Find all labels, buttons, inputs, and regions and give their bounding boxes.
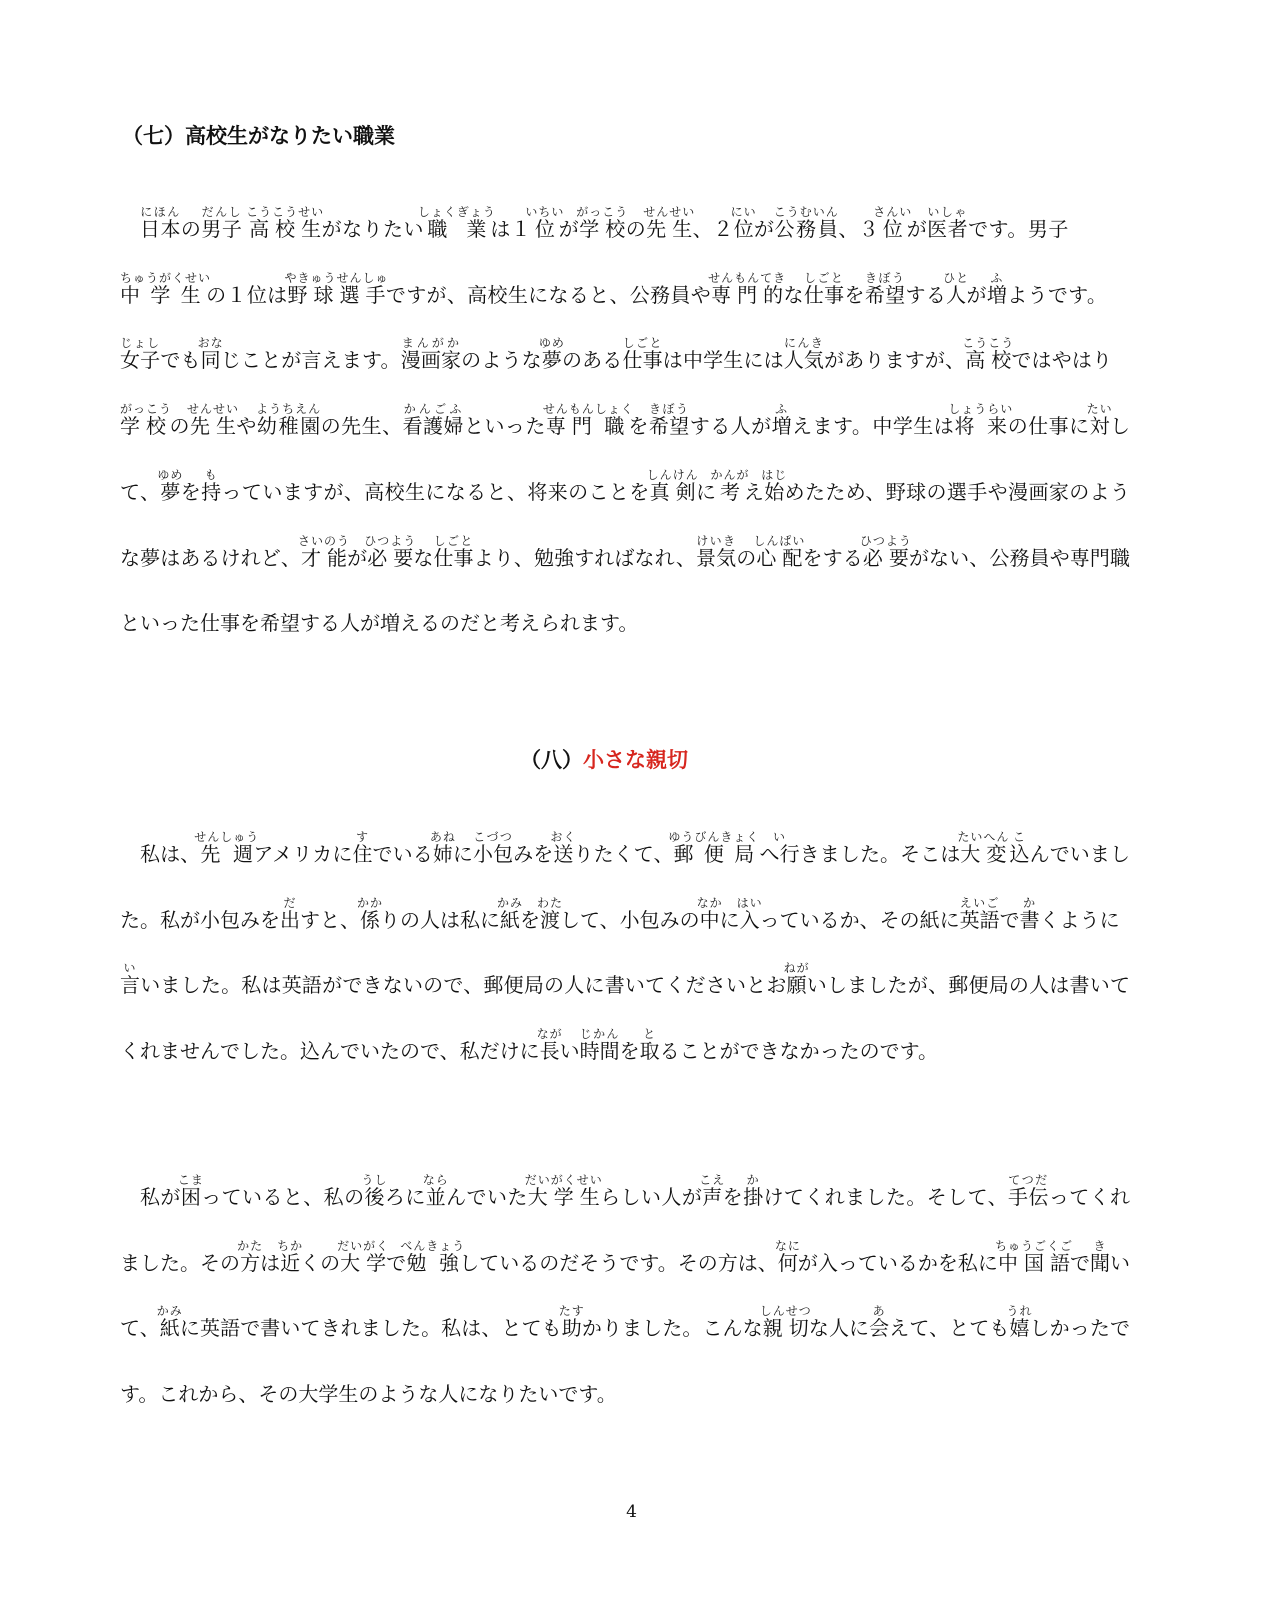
ruby-word: 幼稚園ようちえん bbox=[256, 402, 322, 439]
text-run: りたくて、 bbox=[573, 842, 674, 866]
ruby-word: 医者いしゃ bbox=[927, 205, 969, 241]
furigana: てつだ bbox=[1007, 1173, 1049, 1187]
furigana: えいご bbox=[959, 895, 1000, 910]
furigana: き bbox=[1089, 1238, 1110, 1253]
ruby-word: 位いちい bbox=[525, 205, 565, 241]
text-run: が bbox=[558, 217, 580, 241]
ruby-word: 増ふ bbox=[986, 270, 1008, 307]
furigana: なら bbox=[422, 1173, 449, 1187]
ruby-word: 夢ゆめ bbox=[538, 336, 565, 373]
furigana: しょくぎょう bbox=[417, 205, 496, 219]
ruby-word: 会あ bbox=[869, 1304, 890, 1341]
furigana: おく bbox=[550, 830, 577, 844]
text-run: えて、とても bbox=[889, 1316, 1010, 1341]
text-run: でも bbox=[160, 348, 201, 373]
furigana: いしゃ bbox=[927, 205, 968, 219]
ruby-word: 大変たいへん bbox=[957, 830, 1010, 866]
text-run: をする bbox=[802, 545, 863, 570]
text-run: に英語で書いてきれました。私は、とても bbox=[179, 1316, 562, 1341]
ruby-word: 必要ひつよう bbox=[859, 533, 912, 570]
text-run: りの人は私に bbox=[380, 907, 500, 932]
furigana: かか bbox=[357, 895, 384, 910]
text-run: は中学生には bbox=[662, 348, 784, 373]
ruby-word: 取と bbox=[639, 1027, 660, 1064]
text-run: な人に bbox=[808, 1316, 870, 1341]
text-run: いました。私は英語ができないので、郵便局の人に書いてくださいとお bbox=[140, 973, 787, 998]
ruby-word: 渡わた bbox=[537, 895, 564, 932]
ruby-word: 持も bbox=[201, 467, 222, 504]
furigana: ゆめ bbox=[157, 467, 184, 482]
furigana: たいへん bbox=[957, 830, 1010, 844]
ruby-word: 並なら bbox=[422, 1173, 449, 1209]
text-run: な bbox=[413, 545, 434, 570]
furigana: にんき bbox=[783, 336, 824, 351]
section-8-title bbox=[520, 744, 688, 774]
furigana: あ bbox=[869, 1304, 890, 1319]
ruby-word: 希望きぼう bbox=[864, 270, 906, 307]
ruby-word: 大学だいがく bbox=[337, 1238, 390, 1275]
furigana: にい bbox=[730, 205, 757, 219]
ruby-word: 後うし bbox=[361, 1173, 388, 1209]
text-run: が bbox=[753, 217, 775, 241]
ruby-word: 長なが bbox=[536, 1027, 563, 1064]
text-run: 、２ bbox=[692, 217, 734, 241]
ruby-word: 仕事しごと bbox=[803, 270, 845, 307]
text-run: して、小包みの bbox=[560, 907, 700, 932]
ruby-word: 入はい bbox=[736, 895, 763, 932]
furigana: しごと bbox=[622, 336, 663, 351]
furigana: せんもん bbox=[708, 270, 761, 285]
furigana: べんきょう bbox=[400, 1238, 466, 1253]
furigana: せんしゅ bbox=[336, 270, 389, 285]
ruby-word: 紙かみ bbox=[497, 895, 524, 932]
text-run: な bbox=[783, 282, 804, 307]
ruby-word: 専門せんもん bbox=[542, 402, 595, 439]
furigana: す bbox=[352, 830, 373, 844]
furigana: かた bbox=[237, 1238, 264, 1253]
furigana: ちか bbox=[277, 1238, 304, 1253]
section-8-title-main: 小さな親切 bbox=[583, 748, 688, 772]
ruby-word: 高校こうこう bbox=[962, 336, 1015, 373]
ruby-word: 希望きぼう bbox=[648, 402, 690, 439]
ruby-word: 聞き bbox=[1089, 1238, 1110, 1275]
ruby-word: 看護婦かんごふ bbox=[402, 402, 464, 439]
section-8-title-prefix: （八） bbox=[520, 748, 583, 772]
furigana: うし bbox=[361, 1173, 388, 1187]
text-run: を bbox=[722, 1185, 744, 1209]
text-run: 私は、 bbox=[140, 842, 201, 866]
text-run: に bbox=[695, 479, 717, 504]
ruby-word: 大学生だいがくせい bbox=[524, 1173, 603, 1209]
text-run: くの bbox=[300, 1250, 341, 1275]
furigana: たす bbox=[558, 1304, 585, 1319]
furigana: うれ bbox=[1006, 1304, 1033, 1319]
furigana: きぼう bbox=[648, 402, 690, 417]
ruby-word: 先週せんしゅう bbox=[194, 830, 260, 866]
text-run: けてくれました。そして、 bbox=[763, 1185, 1008, 1209]
furigana: なが bbox=[536, 1027, 563, 1042]
furigana: かみ bbox=[497, 895, 524, 910]
text-run: え bbox=[743, 479, 765, 504]
text-run: のような bbox=[461, 348, 542, 373]
ruby-word: 言い bbox=[120, 961, 141, 998]
furigana: しごと bbox=[433, 533, 474, 548]
text-run: は bbox=[260, 1250, 281, 1275]
text-run: が入っているかを私に bbox=[797, 1250, 998, 1275]
ruby-word: 学校がっこう bbox=[576, 205, 629, 241]
ruby-word: 始はじ bbox=[761, 467, 788, 504]
furigana: だんし bbox=[201, 205, 242, 219]
furigana: がっこう bbox=[576, 205, 629, 219]
furigana: せんしゅう bbox=[194, 830, 260, 844]
ruby-word: 男子だんし bbox=[201, 205, 243, 241]
ruby-word: 職業しょくぎょう bbox=[417, 205, 496, 241]
text-run: っていますが、高校生になると、将来のことを bbox=[221, 479, 650, 504]
ruby-word: 先生せんせい bbox=[186, 402, 239, 439]
text-run: の bbox=[169, 414, 190, 439]
furigana: ようちえん bbox=[256, 402, 322, 417]
ruby-word: 勉強べんきょう bbox=[400, 1238, 466, 1275]
furigana: あね bbox=[429, 830, 456, 844]
ruby-word: 込こ bbox=[1009, 830, 1030, 866]
ruby-word: 中学生ちゅうがくせい bbox=[120, 270, 212, 307]
text-run: で bbox=[999, 907, 1020, 932]
furigana: ゆめ bbox=[538, 336, 565, 351]
furigana: なか bbox=[696, 895, 723, 910]
furigana: こ bbox=[1009, 830, 1030, 844]
furigana: だ bbox=[280, 895, 300, 910]
text-run: する bbox=[905, 282, 947, 307]
text-run: です。男子 bbox=[968, 217, 1069, 241]
text-run: アメリカに bbox=[253, 842, 353, 866]
ruby-word: 方かた bbox=[237, 1238, 264, 1275]
furigana: い bbox=[120, 961, 141, 976]
ruby-word: 小包こづつ bbox=[473, 830, 514, 866]
ruby-word: 時間じかん bbox=[579, 1027, 620, 1064]
text-run: すと、 bbox=[300, 907, 360, 932]
ruby-word: 学校がっこう bbox=[120, 402, 173, 439]
furigana: か bbox=[743, 1173, 764, 1187]
ruby-word: 郵便局ゆうびんきょく bbox=[668, 830, 760, 866]
ruby-word: 真剣しんけん bbox=[646, 467, 699, 504]
furigana: けいき bbox=[696, 533, 737, 548]
text-run: 、３ bbox=[837, 217, 880, 241]
furigana: せんせい bbox=[643, 205, 696, 219]
text-run: みを bbox=[513, 842, 554, 866]
text-run: で bbox=[1069, 1250, 1090, 1275]
furigana: ひつよう bbox=[364, 533, 417, 548]
ruby-word: 将来しょうらい bbox=[948, 402, 1014, 439]
ruby-word: 姉あね bbox=[429, 830, 456, 866]
text-run: といった bbox=[463, 414, 546, 439]
ruby-word: 増ふ bbox=[771, 402, 793, 439]
furigana: い bbox=[759, 830, 800, 844]
furigana: はい bbox=[736, 895, 763, 910]
ruby-word: 女子じょし bbox=[120, 336, 161, 373]
ruby-word: 中国語ちゅうごくご bbox=[994, 1238, 1073, 1275]
furigana: まんがか bbox=[400, 336, 461, 351]
text-run: の bbox=[625, 217, 647, 241]
ruby-word: 高校生こうこうせい bbox=[246, 205, 325, 241]
text-run: でいる bbox=[372, 842, 433, 866]
ruby-word: 景気けいき bbox=[696, 533, 737, 570]
text-run: や bbox=[235, 414, 257, 439]
furigana: てき bbox=[760, 270, 787, 285]
text-run: ではやはり bbox=[1011, 348, 1113, 373]
ruby-word: 野球やきゅう bbox=[284, 270, 337, 307]
text-run: えます。中学生は bbox=[792, 414, 955, 439]
ruby-word: 的てき bbox=[760, 270, 787, 307]
ruby-word: 対たい bbox=[1086, 402, 1113, 439]
ruby-word: 願ねが bbox=[783, 961, 810, 998]
ruby-word: 書か bbox=[1019, 895, 1040, 932]
furigana: せんもん bbox=[542, 402, 595, 417]
text-run: ってくれました。その bbox=[120, 1185, 1131, 1275]
ruby-word: 送おく bbox=[550, 830, 577, 866]
furigana: たい bbox=[1086, 402, 1113, 417]
text-run: ようです。 bbox=[1007, 282, 1107, 307]
text-run: いて、 bbox=[120, 1250, 1130, 1341]
text-run: ることができなかったのです。 bbox=[659, 1039, 939, 1064]
ruby-word: 漫画家まんがか bbox=[400, 336, 462, 373]
ruby-word: 紙かみ bbox=[156, 1304, 183, 1341]
furigana: だいがくせい bbox=[524, 1173, 603, 1187]
furigana: かんごふ bbox=[402, 402, 464, 417]
furigana: ふ bbox=[771, 402, 792, 417]
text-run: っていると、私の bbox=[200, 1185, 365, 1209]
ruby-word: 声こえ bbox=[699, 1173, 726, 1209]
furigana: こうむいん bbox=[773, 205, 839, 219]
ruby-word: 選手せんしゅ bbox=[336, 270, 389, 307]
text-run: んでいました。私が小包みを bbox=[120, 842, 1130, 932]
ruby-word: 職しょく bbox=[594, 402, 634, 439]
section-7-title: （七）高校生がなりたい職業 bbox=[122, 124, 395, 148]
ruby-word: 仕事しごと bbox=[622, 336, 663, 373]
text-run: を bbox=[619, 1039, 640, 1064]
furigana: ちゅうごくご bbox=[994, 1238, 1073, 1253]
ruby-word: 人気にんき bbox=[783, 336, 825, 373]
furigana: かみ bbox=[156, 1304, 183, 1319]
ruby-word: 同おな bbox=[197, 336, 224, 373]
furigana: じょし bbox=[120, 336, 161, 351]
text-run: がない、公務員や専門職といった仕事を希望する人が増えるのだと考えられます。 bbox=[120, 545, 1131, 636]
ruby-word: 係かか bbox=[357, 895, 384, 932]
text-run: に bbox=[452, 842, 474, 866]
text-run: らしい人が bbox=[599, 1185, 703, 1209]
ruby-word: 日本にほん bbox=[140, 205, 181, 241]
furigana: ちゅうがくせい bbox=[120, 270, 212, 285]
ruby-word: 心配しんぱい bbox=[753, 533, 806, 570]
ruby-word: 助たす bbox=[558, 1304, 585, 1341]
furigana: こづつ bbox=[473, 830, 514, 844]
text-run: の仕事に bbox=[1007, 414, 1090, 439]
page-number: 4 bbox=[626, 1502, 637, 1522]
furigana: と bbox=[639, 1027, 660, 1042]
text-run: かりました。こんな bbox=[581, 1316, 763, 1341]
furigana: じかん bbox=[579, 1027, 620, 1042]
ruby-word: 出だ bbox=[280, 895, 300, 932]
text-run: っているか、その紙に bbox=[759, 907, 960, 932]
ruby-word: 英語えいご bbox=[959, 895, 1000, 932]
text-run: い bbox=[559, 1039, 580, 1064]
furigana: さんい bbox=[873, 205, 913, 219]
text-run: くように bbox=[1039, 907, 1120, 932]
furigana: しょく bbox=[594, 402, 634, 417]
furigana: ひと bbox=[943, 270, 970, 285]
furigana: しごと bbox=[803, 270, 845, 285]
ruby-word: 考かんが bbox=[710, 467, 750, 504]
ruby-word: 近ちか bbox=[277, 1238, 304, 1275]
ruby-word: 必要ひつよう bbox=[364, 533, 417, 570]
section-8-paragraph-1 bbox=[120, 822, 1130, 1085]
ruby-word: 仕事しごと bbox=[433, 533, 474, 570]
furigana: おな bbox=[197, 336, 224, 351]
text-run: が bbox=[906, 217, 928, 241]
text-run: の bbox=[180, 217, 202, 241]
text-run: 私が bbox=[140, 1185, 181, 1209]
text-run: に bbox=[719, 907, 740, 932]
text-run: いしましたが、郵便局の人は書いてくれませんでした。込んでいたので、私だけに bbox=[120, 973, 1130, 1064]
furigana: ねが bbox=[783, 961, 810, 976]
furigana: だいがく bbox=[337, 1238, 390, 1253]
text-run: ろに bbox=[384, 1185, 426, 1209]
text-run: の１位は bbox=[205, 282, 288, 307]
furigana: しょうらい bbox=[948, 402, 1014, 417]
text-run: を bbox=[180, 479, 202, 504]
furigana: こま bbox=[177, 1173, 204, 1187]
text-run: が bbox=[346, 545, 368, 570]
furigana: いちい bbox=[525, 205, 565, 219]
ruby-word: へ行い bbox=[759, 830, 800, 866]
furigana: しんせつ bbox=[759, 1304, 812, 1319]
ruby-word: 親切しんせつ bbox=[759, 1304, 812, 1341]
furigana: ひつよう bbox=[859, 533, 912, 548]
text-run: は１ bbox=[489, 217, 532, 241]
text-run: が bbox=[966, 282, 987, 307]
ruby-word: 位にい bbox=[730, 205, 757, 241]
furigana: なに bbox=[774, 1238, 801, 1253]
furigana: せんせい bbox=[186, 402, 239, 417]
text-run: んでいた bbox=[445, 1185, 528, 1209]
furigana: こうこう bbox=[962, 336, 1015, 351]
ruby-word: 人ひと bbox=[943, 270, 970, 307]
ruby-word: 嬉うれ bbox=[1006, 1304, 1033, 1341]
section-8-paragraph-2 bbox=[120, 1165, 1130, 1428]
furigana: こうこうせい bbox=[246, 205, 325, 219]
furigana: きぼう bbox=[864, 270, 906, 285]
text-run: の bbox=[736, 545, 757, 570]
ruby-word: 才能さいのう bbox=[297, 533, 350, 570]
text-run: しているのだそうです。その方は、 bbox=[459, 1250, 778, 1275]
furigana: ゆうびんきょく bbox=[668, 830, 760, 844]
text-run: より、勉強すればなれ、 bbox=[473, 545, 697, 570]
text-run: じことが言えます。 bbox=[220, 348, 401, 373]
furigana: ふ bbox=[986, 270, 1007, 285]
furigana: しんけん bbox=[646, 467, 699, 482]
text-run: ですが、高校生になると、公務員や bbox=[385, 282, 712, 307]
text-run: めたため、野球の選手や漫画家のような夢はあるけれど、 bbox=[120, 479, 1130, 570]
ruby-word: 手伝てつだ bbox=[1007, 1173, 1049, 1209]
furigana: やきゅう bbox=[284, 270, 337, 285]
text-run: しかったです。これから、その大学生のような人になりたいです。 bbox=[120, 1316, 1130, 1407]
ruby-word: 中なか bbox=[696, 895, 723, 932]
text-run: する人が bbox=[689, 414, 772, 439]
furigana: も bbox=[201, 467, 222, 482]
text-run: を bbox=[627, 414, 649, 439]
text-run: のある bbox=[561, 348, 623, 373]
furigana: はじ bbox=[761, 467, 788, 482]
text-run: を bbox=[520, 907, 540, 932]
ruby-word: 専門せんもん bbox=[708, 270, 761, 307]
text-run: がありますが、 bbox=[824, 348, 966, 373]
text-run: の先生、 bbox=[320, 414, 403, 439]
ruby-word: 掛か bbox=[743, 1173, 764, 1209]
text-run: きました。そこは bbox=[799, 842, 961, 866]
furigana: にほん bbox=[140, 205, 181, 219]
section-7-paragraph bbox=[120, 197, 1130, 657]
ruby-word: 何なに bbox=[774, 1238, 801, 1275]
text-run: を bbox=[844, 282, 865, 307]
ruby-word: 位さんい bbox=[873, 205, 913, 241]
text-run: して、 bbox=[120, 414, 1131, 504]
furigana: こえ bbox=[699, 1173, 726, 1187]
text-run: で bbox=[386, 1250, 407, 1275]
furigana: がっこう bbox=[120, 402, 173, 417]
ruby-word: 公務員こうむいん bbox=[773, 205, 839, 241]
furigana: わた bbox=[537, 895, 564, 910]
furigana: か bbox=[1019, 895, 1040, 910]
ruby-word: 住す bbox=[352, 830, 373, 866]
ruby-word: 困こま bbox=[177, 1173, 204, 1209]
furigana: しんぱい bbox=[753, 533, 806, 548]
furigana: さいのう bbox=[297, 533, 350, 548]
furigana: かんが bbox=[710, 467, 750, 482]
ruby-word: 先生せんせい bbox=[643, 205, 696, 241]
text-run: がなりたい bbox=[321, 217, 424, 241]
ruby-word: 夢ゆめ bbox=[157, 467, 184, 504]
